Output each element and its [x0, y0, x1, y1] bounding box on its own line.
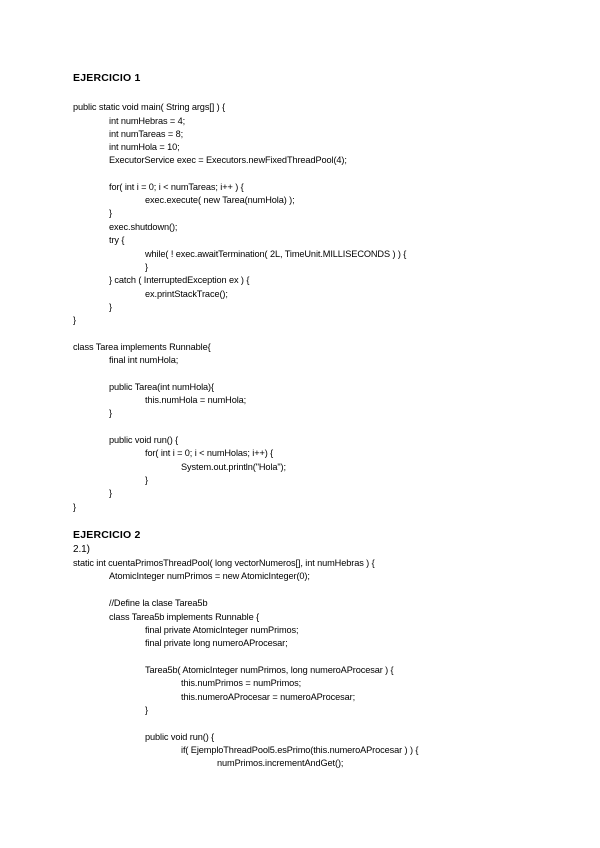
code-line: this.numHola = numHola;: [145, 395, 247, 405]
code-line: for( int i = 0; i < numTareas; i++ ) {: [109, 182, 244, 192]
code-line: }: [145, 705, 148, 715]
code-line: this.numeroAProcesar = numeroAProcesar;: [181, 692, 356, 702]
code-line: Tarea5b( AtomicInteger numPrimos, long numeroAProcesar ) {: [145, 665, 394, 675]
code-line: if( EjemploThreadPool5.esPrimo(this.numeroAProcesar ) ) {: [181, 745, 419, 755]
code-line: public static void main( String args[] ) {: [73, 102, 226, 112]
code-line: } catch ( InterruptedException ex ) {: [109, 275, 250, 285]
code-line: int numHola = 10;: [109, 142, 180, 152]
code-line: try {: [109, 235, 125, 245]
code-line: ex.printStackTrace();: [145, 289, 228, 299]
code-line: public void run() {: [109, 435, 179, 445]
code-line: int numTareas = 8;: [109, 129, 184, 139]
code-line: }: [73, 502, 76, 512]
code-line: int numHebras = 4;: [109, 116, 186, 126]
code-line: AtomicInteger numPrimos = new AtomicInteger(0);: [109, 571, 310, 581]
code-line: public void run() {: [145, 732, 215, 742]
code-line: }: [109, 208, 112, 218]
code-line: for( int i = 0; i < numHolas; i++) {: [145, 448, 274, 458]
code-line: }: [109, 488, 112, 498]
code-line: while( ! exec.awaitTermination( 2L, TimeUnit.MILLISECONDS ) ) {: [145, 249, 407, 259]
code-line: ExecutorService exec = Executors.newFixedThreadPool(4);: [109, 155, 347, 165]
code-line: static int cuentaPrimosThreadPool( long vectorNumeros[], int numHebras ) {: [73, 558, 375, 568]
code-line: this.numPrimos = numPrimos;: [181, 678, 302, 688]
code-line: exec.shutdown();: [109, 222, 178, 232]
code-line: final private long numeroAProcesar;: [145, 638, 288, 648]
code-line: numPrimos.incrementAndGet();: [217, 758, 344, 768]
code-line: public Tarea(int numHola){: [109, 382, 214, 392]
code-line: }: [145, 262, 148, 272]
code-line: //Define la clase Tarea5b: [109, 598, 208, 608]
code-line: System.out.println("Hola");: [181, 462, 286, 472]
code-line: final private AtomicInteger numPrimos;: [145, 625, 299, 635]
code-line: exec.execute( new Tarea(numHola) );: [145, 195, 295, 205]
code-line: class Tarea implements Runnable{: [73, 342, 211, 352]
ejercicio-2-subheading: 2.1): [73, 544, 90, 555]
code-line: final int numHola;: [109, 355, 179, 365]
code-line: }: [73, 315, 76, 325]
code-line: }: [109, 302, 112, 312]
code-line: }: [145, 475, 148, 485]
ejercicio-2-heading: EJERCICIO 2: [73, 529, 141, 541]
ejercicio-1-heading: EJERCICIO 1: [73, 72, 141, 84]
code-line: }: [109, 408, 112, 418]
code-line: class Tarea5b implements Runnable {: [109, 612, 260, 622]
